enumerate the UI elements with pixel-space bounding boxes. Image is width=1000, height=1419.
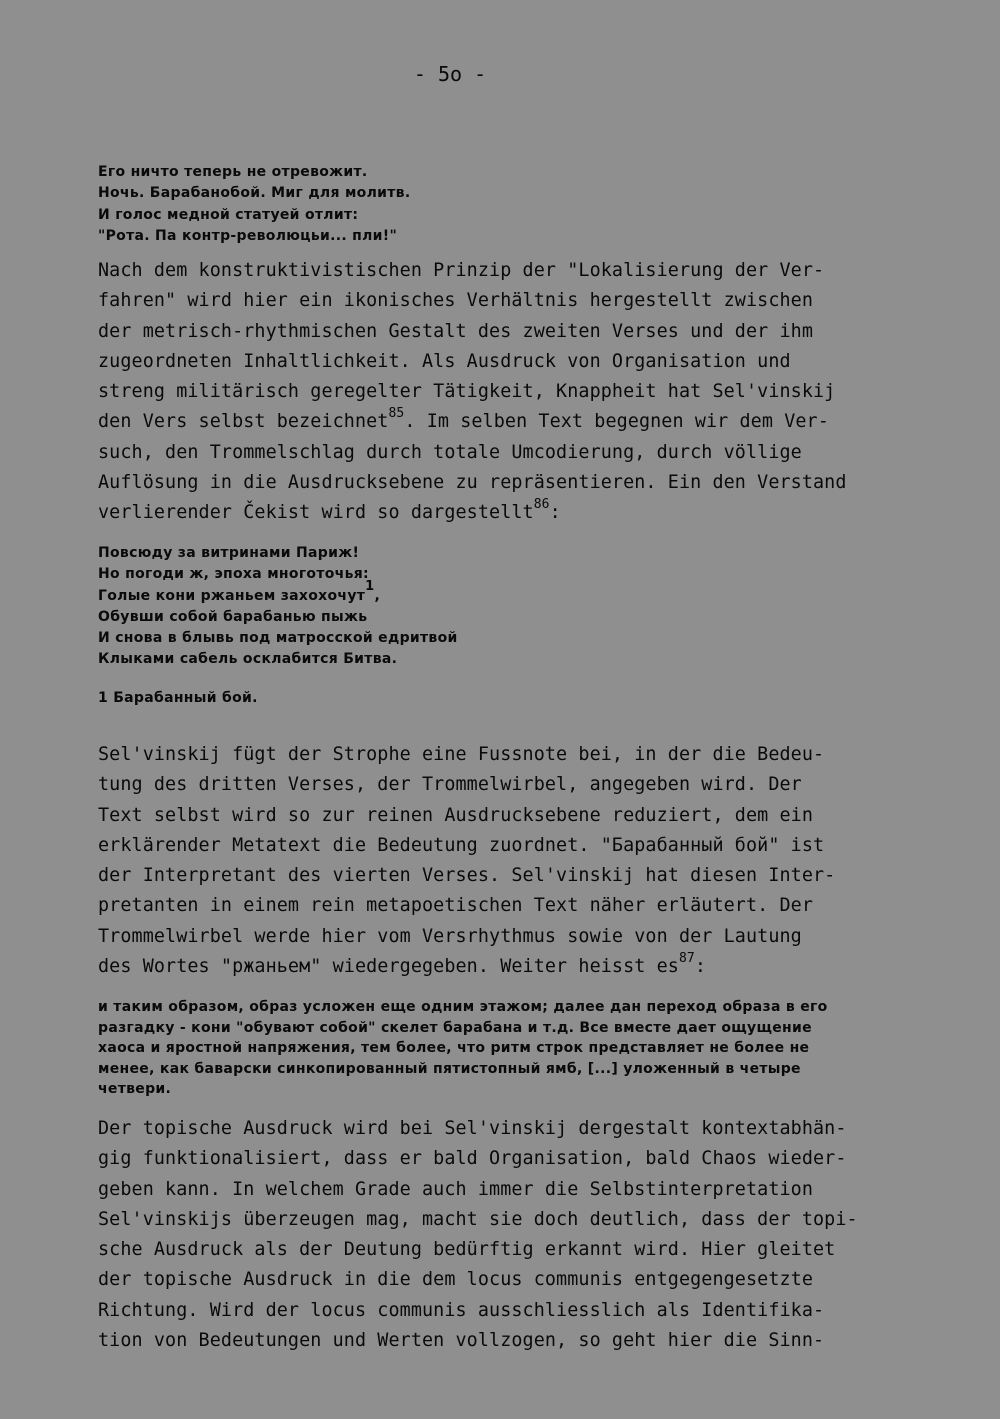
text-line xyxy=(98,861,835,891)
text-line xyxy=(98,831,835,861)
footnote-marker: 1 xyxy=(365,578,375,594)
text-segment: Text selbst wird so zur reinen Ausdrucksebene reduziert, dem ein xyxy=(98,804,814,826)
quote-line: разгадку - кони "обувают собой" скелет барабана и т.д. Все вместе дает ощущение xyxy=(98,1019,812,1036)
text-segment: den Vers selbst bezeichnet xyxy=(98,411,389,433)
text-line xyxy=(98,317,847,347)
text-segment: Auflösung in die Ausdrucksebene zu repräsentieren. Ein den Verstand xyxy=(98,472,847,494)
quote-line: менее, как баварски синкопированный пятистопный ямб, [...] уложенный в четыре xyxy=(98,1060,801,1077)
page-number: - 5o - xyxy=(413,62,487,86)
text-line xyxy=(98,952,835,982)
text-line xyxy=(98,377,847,407)
poem-quote-1 xyxy=(98,162,410,247)
text-segment: zugeordneten Inhaltlichkeit. Als Ausdruck von Organisation und xyxy=(98,350,791,372)
text-segment: . Im selben Text begegnen wir dem Ver- xyxy=(404,411,829,433)
paragraph-2 xyxy=(98,740,835,982)
text-segment: der metrisch-rhythmischen Gestalt des zweiten Verses und der ihm xyxy=(98,320,814,342)
poem-line: Ночь. Барабанобой. Миг для молитв. xyxy=(98,185,411,202)
text-line xyxy=(98,286,847,316)
text-segment: Но погоди ж, эпоха многоточья: xyxy=(98,566,369,583)
text-line xyxy=(98,922,835,952)
text-line xyxy=(98,498,847,528)
text-line xyxy=(98,407,847,437)
text-segment: streng militärisch geregelter Tätigkeit, Knappheit hat Sel'vinskij xyxy=(98,381,836,403)
text-segment: И снова в блывь под матросской едритвой xyxy=(98,630,458,647)
text-segment: Sel'vinskij fügt der Strophe eine Fussnote bei, in der die Bedeu- xyxy=(98,744,825,765)
footnote-marker: 87 xyxy=(678,951,695,967)
text-line: Richtung. Wird der locus communis ausschliesslich als Identifika- xyxy=(98,1299,825,1321)
poem-line: Его ничто теперь не отревожит. xyxy=(98,164,368,180)
text-segment: : xyxy=(549,502,561,524)
footnote-marker: 85 xyxy=(388,406,405,422)
text-line xyxy=(98,468,847,498)
text-line xyxy=(98,801,835,831)
text-segment: des Wortes "ржаньем" wiedergegeben. Weiter heisst es xyxy=(98,956,679,978)
text-line xyxy=(98,438,847,468)
text-line xyxy=(98,256,847,286)
text-segment: Повсюду за витринами Париж! xyxy=(98,545,360,561)
text-segment: pretanten in einem rein metapoetischen Text näher erläutert. Der xyxy=(98,895,814,917)
block-quote xyxy=(98,997,828,1100)
poem-line: И голос медной статуей отлит: xyxy=(98,206,359,223)
text-line xyxy=(98,347,847,377)
text-segment: tung des dritten Verses, der Trommelwirbel, angegeben wird. Der xyxy=(98,774,802,796)
poem-footnote: 1 Барабанный бой. xyxy=(98,690,258,706)
quote-line: и таким образом, образ усложен еще одним этажом; далее дан переход образа в его xyxy=(98,999,828,1015)
paragraph-1 xyxy=(98,256,847,529)
quote-line: четвери. xyxy=(98,1081,172,1097)
text-segment: , xyxy=(374,587,381,604)
paragraph-3 xyxy=(98,1114,858,1356)
text-line xyxy=(98,770,835,800)
text-line: der topische Ausdruck in die dem locus communis entgegengesetzte xyxy=(98,1269,814,1291)
text-segment: Клыками сабель осклабится Битва. xyxy=(98,651,398,668)
poem-line xyxy=(98,607,458,628)
text-segment: : xyxy=(694,956,706,978)
poem-quote-2 xyxy=(98,543,458,671)
text-segment: Обувши собой барабанью пыжь xyxy=(98,608,368,625)
text-segment: Nach dem konstruktivistischen Prinzip der "Lokalisierung der Ver- xyxy=(98,260,825,281)
poem-line xyxy=(98,564,458,585)
text-line: geben kann. In welchem Grade auch immer die Selbstinterpretation xyxy=(98,1178,814,1200)
poem-line xyxy=(98,543,458,564)
text-line: Der topische Ausdruck wird bei Sel'vinskij dergestalt kontextabhän- xyxy=(98,1118,847,1139)
text-segment: such, den Trommelschlag durch totale Umcodierung, durch völlige xyxy=(98,441,802,463)
poem-line xyxy=(98,578,458,607)
text-segment: der Interpretant des vierten Verses. Sel'vinskij hat diesen Inter- xyxy=(98,865,836,887)
poem-line xyxy=(98,649,458,670)
text-line xyxy=(98,891,835,921)
text-segment: verlierender Čekist wird so dargestellt xyxy=(98,502,534,524)
text-line: Sel'vinskijs überzeugen mag, macht sie doch deutlich, dass der topi- xyxy=(98,1208,858,1230)
text-segment: Голые кони ржаньем захохочут xyxy=(98,587,366,604)
text-line xyxy=(98,740,835,770)
text-line: sche Ausdruck als der Deutung bedürftig erkannt wird. Hier gleitet xyxy=(98,1239,836,1261)
poem-line xyxy=(98,628,458,649)
footnote-marker: 86 xyxy=(533,497,550,513)
poem-line: "Рота. Па контр-революцьи... пли!" xyxy=(98,227,398,244)
text-line: tion von Bedeutungen und Werten vollzogen, so geht hier die Sinn- xyxy=(98,1330,825,1352)
text-line: gig funktionalisiert, dass er bald Organisation, bald Chaos wieder- xyxy=(98,1148,847,1170)
quote-line: хаоса и яростной напряжения, тем более, что ритм строк представляет не более не xyxy=(98,1040,810,1056)
text-segment: Trommelwirbel werde hier vom Versrhythmus sowie von der Lautung xyxy=(98,925,802,947)
text-segment: erklärender Metatext die Bedeutung zuordnet. "Барабанный бой" ist xyxy=(98,834,825,856)
text-segment: fahren" wird hier ein ikonisches Verhältnis hergestellt zwischen xyxy=(98,290,814,312)
